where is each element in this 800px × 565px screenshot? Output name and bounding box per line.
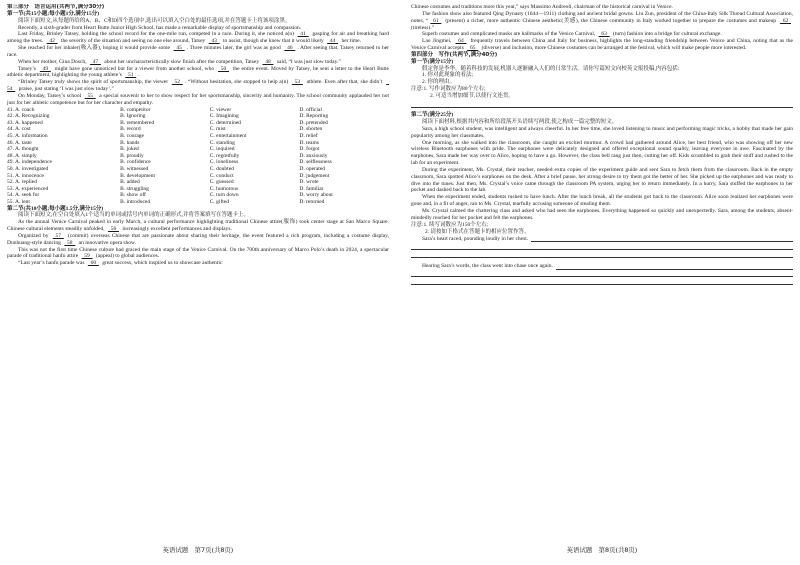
section2-title: 第二节(共10小题;每小题1.5分,满分15分) — [7, 205, 104, 212]
option-d: D. relief — [299, 133, 318, 140]
option-c: C. conduct — [209, 172, 234, 179]
section1-title: 第一节(共15小题;每小题1分,满分15分) — [7, 10, 100, 17]
option-row — [7, 107, 389, 114]
story-paragraph: During the experiment, Ms. Crystal, their teacher, needed extra copies of the experiment guide and sent Sara to fetch them from the classroom. Back in the empty classroom, Sara spotted Alice’s earphones on the desk. After a brief pause, her strong desire to try them got the better of her. She picked up the earphones and was ready to dive into the tunes. Just then, Ms. Crystal’s voice came through the classroom PA system, urging her to return immediately. In a hurry, Sara stuffed the earphones in her pocket and dashed back to the lab. — [411, 166, 793, 194]
option-c: C. humorous — [209, 185, 239, 192]
part3-title: 第三部分 语言运用(共两节,满分30分) — [7, 4, 105, 10]
option-a: 54. A. seek for — [7, 192, 40, 199]
cloze-paragraph: On Monday, Tatsey’s school 55 a special souvenir to her to show respect for her sportsmanship, sincerity and humanity. The school community applauded her not just for her athletic competence but for her character and empathy. — [7, 92, 389, 106]
exam-page-8 — [411, 4, 793, 560]
blank-54: 54 — [7, 79, 389, 93]
fill-paragraph: The fashion show also featured Qing Dynasty (1644—1911) clothing and ancient bridal gowns. Liu Zun, president of the China-Italy Silk Thread Cultural Association, notes, “ 61 (present) a richer, more authentic Chinese aesthetic(美感), the Chinese community in Italy worked together to prepare the costumes and makeup 62 (tireless).” — [411, 10, 793, 31]
option-b: B. proudly — [120, 152, 144, 159]
story-paragraph: Ms. Crystal calmed the chattering class and asked who had seen the earphones. Everything happened so quickly and unexpectedly. Sara, among the students, absent-mindedly reached for her pocket and felt the earphones. — [411, 208, 793, 221]
option-b: B. remembered — [120, 119, 155, 126]
option-row — [7, 140, 389, 147]
option-a: 42. A. Recognizing — [7, 113, 50, 120]
option-row — [7, 192, 389, 199]
page-footer-8: 英语试题 第8页(共8页) — [566, 546, 638, 555]
blank-42: 42 — [46, 38, 58, 45]
option-b: B. development — [120, 172, 155, 179]
blank-56: 56 — [107, 226, 119, 233]
option-a: 41. A. coach — [7, 106, 35, 113]
option-c: C. turn down — [209, 192, 239, 199]
fill-passage-part2 — [411, 4, 793, 52]
option-b: B. courage — [120, 133, 144, 140]
continuation-start-2 — [411, 263, 793, 270]
option-a: 51. A. innocence — [7, 172, 44, 179]
option-a: 50. A. investigated — [7, 166, 49, 172]
writing2-title: 第二节(满分25分) — [411, 112, 454, 119]
option-c: C. loneliness — [209, 159, 239, 166]
blank-52: 52 — [171, 79, 183, 86]
blank-59: 59 — [81, 253, 93, 260]
option-b: B. hands — [120, 139, 140, 146]
option-b: B. record — [120, 126, 141, 133]
writing1-point: 2. 你的理由。 — [422, 79, 456, 86]
option-c: C. Imagining — [209, 113, 239, 120]
option-c: C. determined — [209, 119, 241, 126]
option-c: C. entertainment — [209, 133, 247, 140]
option-row — [7, 166, 389, 173]
story-paragraph: Sara, a high school student, was intelligent and always cheerful. In her free time, she loved listening to music and performing magic tricks, a hobby that made her gain popularity among her classmates. — [411, 125, 793, 139]
writing1-point: 1. 你对此现象的看法; — [422, 72, 474, 79]
option-d: D. teams — [299, 139, 319, 146]
blank-60: 60 — [87, 260, 99, 267]
blank-51: 51 — [125, 72, 137, 79]
option-d: D. familiar — [299, 185, 324, 192]
option-b: B. introduced — [120, 198, 151, 205]
story-paragraph: One morning, as she walked into the classroom, she caught an excited murmur. A crowd had gathered around Alice, her best friend, who was showing off her new wireless Bluetooth earphones with pride. The earphones were delicately designed and offered exceptional sound quality, leaving everyone in awe. Fascinated by the earphones, Sara made her way over to Alice, hoping to have a go. However, the class bell rang just then, cutting her off. Kids scrambled to grab their stuff and rushed to the lab for an experiment. — [411, 139, 793, 167]
answer-line — [411, 278, 793, 285]
option-d: D. selflessness — [299, 159, 332, 166]
option-b: B. added — [120, 179, 140, 186]
blank-57: 57 — [52, 232, 64, 239]
option-row — [7, 120, 389, 127]
option-c: C. doubted — [209, 166, 234, 172]
option-row — [7, 179, 389, 186]
fill-paragraph: As the annual Venice Carnival peaked in early March, a cultural performance highlighting traditional Chinese attire(服饰) took center stage at San Marco Square. Chinese cultural elements steadily unfolded, 56 increasingly excellent performances and displays. — [7, 219, 389, 233]
blank-43: 43 — [208, 38, 220, 45]
option-b: B. confidence — [120, 159, 151, 166]
option-row — [7, 173, 389, 180]
option-b: B. witnessed — [120, 166, 149, 172]
fill-paragraph: Organized by 57 (commit) overseas Chinese that are passionate about sharing their heritage, the event featured a rich program, including a costume display, Dunhuang-style dancing 58 an innovative opera show. — [7, 232, 389, 246]
option-c: C. mist — [209, 126, 226, 133]
option-a: 45. A. information — [7, 133, 48, 140]
cloze-options-table — [7, 107, 389, 206]
fill-paragraph: Lao Jingmei, 64 frequently travels between China and Italy for business, highlights the long-standing friendship between Venice and China, noting that as the Venice Carnival accepts 65 (diverse) and inclusion, more Chinese costumes can be arranged at the festival, which will make people more interested. — [411, 38, 793, 52]
option-b: B. joked — [120, 146, 139, 153]
continuation-start-1 — [411, 235, 793, 242]
option-row — [7, 159, 389, 166]
blank-58: 58 — [64, 239, 76, 246]
blank-46: 46 — [284, 45, 296, 52]
exam-page-7 — [7, 4, 389, 560]
option-c: C. gifted — [209, 198, 230, 205]
blank-41: 41 — [297, 31, 309, 38]
option-b: B. show off — [120, 192, 146, 199]
option-d: D. official — [299, 106, 322, 113]
fill-paragraph: “Last year’s hanfu parade was 60 great success, which inspired us to showcase authentic — [18, 260, 223, 267]
option-c: C. regretfully — [209, 152, 240, 159]
blank-64: 64 — [455, 38, 467, 45]
option-d: D. operated — [299, 166, 326, 172]
option-c: C. inquired — [209, 146, 235, 153]
answer-line — [411, 243, 793, 250]
cloze-paragraph: Tatsey’s 49 might have gone unnoticed but for a viewer from another school, who 50 the entire event. Moved by Tatsey, he sent a letter to the Heart Butte athletic department, highlighting the young athlete’s 51 . — [7, 65, 389, 79]
answer-line — [531, 235, 793, 242]
option-a: 49. A. independence — [7, 159, 52, 166]
part4-title: 第四部分 写作(共两节,满分40分) — [411, 51, 498, 58]
option-d: D. worry about — [299, 192, 333, 199]
option-d: D. wrote — [299, 179, 319, 186]
cloze-paragraph: Recently, a sixth-grader from Heart Butte Junior High School, has made a remarkable display of sportsmanship and compassion. — [18, 24, 302, 31]
page-footer-7: 英语试题 第7页(共8页) — [162, 546, 234, 555]
story-passage — [411, 126, 793, 222]
writing1-note: 注意:1. 写作词数应为80个左右; — [411, 86, 486, 93]
option-a: 52. A. replied — [7, 179, 37, 186]
cloze-paragraph: “Brinley Tatsey truly shows the spirit of sportsmanship, the viewer 52 . “Without hesitation, she stopped to help a(n) 53 athlete. Even after that, she didn’t 54 praise, just stating ‘I was just slow today’.” — [7, 79, 389, 93]
writing1-answer-line — [411, 100, 793, 107]
story-paragraph: When the experiment ended, students rushed to have lunch. After the lunch break, all the students got back to the classroom. Alice soon realized her earphones were gone and, in a fit of anger, ran to Ms. Crystal, tearfully accusing someone of stealing them. — [411, 194, 793, 208]
section2-instruction: 阅读下面短文,在空白处填入1个适当的单词或括号内单词的正确形式,并将答案填写在答题卡上。 — [18, 212, 250, 219]
section1-instruction: 阅读下面短文,从每题所给的A、B、C和D四个选项中,选出可以填入空白处的最佳选项,并在答题卡上将该项涂黑。 — [18, 17, 291, 24]
option-c: C. guessed — [209, 179, 234, 186]
answer-line — [411, 251, 793, 258]
blank-55: 55 — [84, 92, 96, 99]
cloze-paragraph: She reached for her inhaler(吸入器), hoping it would provide some 45 . Three minutes later, the girl was as good 46 . After seeing that, Tatsey returned to her race. — [7, 45, 389, 58]
blank-53: 53 — [291, 79, 303, 86]
blank-65: 65 — [467, 45, 479, 52]
option-d: D. Reporting — [299, 113, 329, 120]
option-a: 47. A. thought — [7, 146, 39, 153]
option-d: D. judgement — [299, 172, 330, 179]
blank-62: 62 — [780, 17, 791, 24]
blank-50: 50 — [218, 65, 230, 72]
fill-paragraph: Superb costumes and complicated masks are hallmarks of the Venice Carnival, 63 (turn) fashion into a bridge for cultural exchange. — [422, 31, 722, 38]
option-row — [7, 126, 389, 133]
writing2-note: 2. 请按如下格式在答题卡的相应位置作答。 — [425, 228, 530, 235]
continuation-start-2-text: Hearing Sara’s words, the class went into chase once again. — [422, 262, 553, 269]
option-d: D. shorten — [299, 126, 323, 133]
option-row — [7, 133, 389, 140]
blank-49: 49 — [39, 65, 51, 72]
option-c: C. standing — [209, 139, 235, 146]
writing2-note: 注意:1. 续写词数应为150个左右; — [411, 221, 489, 228]
writing1-note: 2. 可适当增加细节,以使行文连贯。 — [430, 92, 514, 99]
continuation-start-1-text: Sara’s heart raced, pounding loudly in her chest. — [422, 235, 529, 242]
blank-48: 48 — [262, 58, 274, 65]
option-b: B. Ignoring — [120, 113, 146, 120]
option-d: D. pretended — [299, 119, 328, 126]
option-row — [7, 186, 389, 193]
option-row — [7, 113, 389, 120]
option-a: 55. A. lent — [7, 198, 30, 205]
blank-47: 47 — [89, 58, 101, 65]
blank-45: 45 — [173, 45, 185, 52]
fill-paragraph: This was not the first time Chinese culture had graced the main stage of the Venice Carnival. On the 700th anniversary of Marco Polo’s death in 2024, a spectacular parade of traditional hanfu attire 59 (appeal) to global audiences. — [7, 246, 389, 260]
option-c: C. viewer — [209, 106, 232, 113]
cloze-passage — [7, 25, 389, 107]
blank-63: 63 — [598, 31, 610, 38]
option-a: 44. A. cost — [7, 126, 31, 133]
option-a: 46. A. taste — [7, 139, 32, 146]
writing1-instruction: 假定你是李华。随着科技的发展,机器人逐渐融入人们的日常生活。请你写篇短文向校英文报投稿,内容包括: — [422, 65, 680, 72]
cloze-paragraph: When her mother, Gina Dosch, 47 about her uncharacteristically slow finish after the competition, Tatsey 48 said, “I was just slow today.” — [18, 58, 341, 65]
option-d: D. anxiously — [299, 152, 328, 159]
option-row — [7, 199, 389, 206]
option-row — [7, 146, 389, 153]
cloze-paragraph: Last Friday, Brinley Tatsey, holding the school record for the one-mile run, competed in a race. During it, she noticed a(n) 41 gasping for air and breathing hard among the trees. 42 the severity of the situation and seeing no one else around, Tatsey 43 to assist, though she knew that it would likely 44 her time. — [7, 31, 389, 45]
option-a: 48. A. simply — [7, 152, 37, 159]
blank-61: 61 — [430, 17, 442, 24]
option-a: 53. A. experienced — [7, 185, 49, 192]
writing2-instruction: 阅读下面材料,根据其内容和所给段落开头语续写两段,使之构成一篇完整的短文。 — [422, 119, 618, 126]
option-a: 43. A. happened — [7, 119, 43, 126]
option-d: D. forgot — [299, 146, 320, 153]
option-d: D. returned — [299, 198, 325, 205]
fill-passage-part1 — [7, 219, 389, 267]
answer-line — [411, 270, 793, 277]
fill-paragraph: Chinese costumes and traditions more this year,” says Massimo Andreoli, chairman of the historical carnival in Venice. — [411, 4, 673, 10]
option-b: B. competitor — [120, 106, 151, 113]
answer-line — [556, 263, 793, 270]
blank-44: 44 — [327, 38, 339, 45]
writing1-title: 第一节(满分15分) — [411, 58, 454, 65]
option-b: B. struggling — [120, 185, 149, 192]
